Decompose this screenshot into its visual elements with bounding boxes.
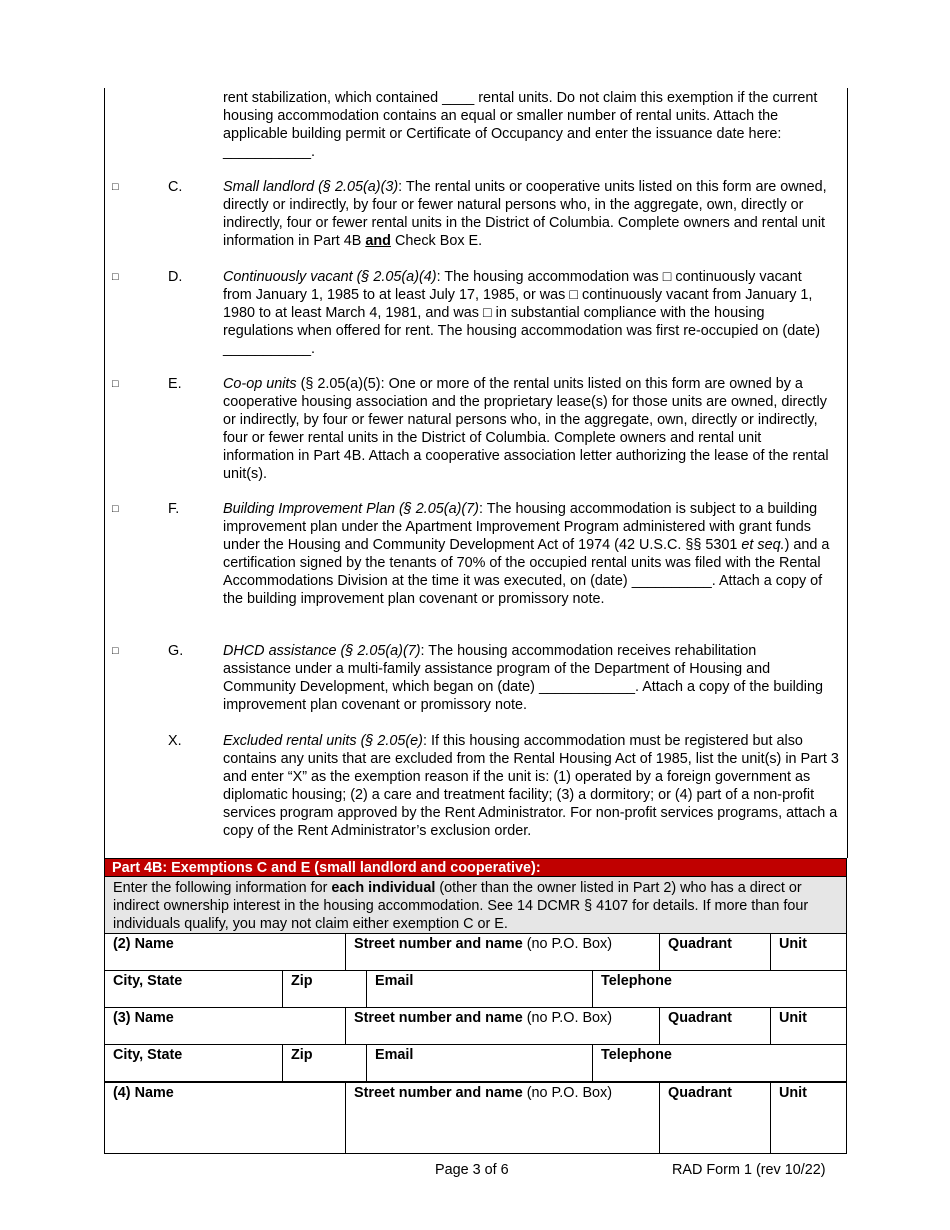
individual-3-row-b bbox=[105, 1045, 847, 1082]
individual-3-name-field[interactable]: (3) Name bbox=[105, 1008, 346, 1045]
exemption-b-continued-text: rent stabilization, which contained ____ rental units. Do not claim this exemption if the current housing accommodation contains an equal or smaller number of rental units. Attach the applicable building permit or Certificate of Occupancy and enter the issuance date here: ___________. bbox=[223, 90, 818, 160]
individual-2-city-field[interactable]: City, State bbox=[105, 971, 283, 1008]
exemption-g-checkbox[interactable]: □ bbox=[112, 645, 119, 657]
exemption-c-checkbox[interactable]: □ bbox=[112, 181, 119, 193]
exemption-d-checkbox[interactable]: □ bbox=[112, 271, 119, 283]
individual-2-row-b bbox=[105, 971, 847, 1008]
exemption-e-checkbox[interactable]: □ bbox=[112, 378, 119, 390]
exemption-x-text: Excluded rental units (§ 2.05(e): If this housing accommodation must be registered but also contains any units that are excluded from the Rental Housing Act of 1985, list the unit(s) in Part 3 and enter “X” as the exemption reason if the unit is: (1) operated by a foreign government as diplomatic housing; (2) a care and treatment facility; (3) a dormitory; or (4) part of a non-profit services program approved by the Rent Administrator. For non-profit services programs, attach a copy of the Rent Administrator’s exclusion order. bbox=[223, 733, 839, 839]
exemption-e-text: Co-op units (§ 2.05(a)(5): One or more of the rental units listed on this form are owned by a cooperative housing association and the proprietary lease(s) for those units are owned, directly or indirectly, by four or fewer natural persons who, in the aggregate, own, directly or indirectly, four or fewer rental units in the District of Columbia. Complete owners and rental unit information in Part 4B. Attach a cooperative association letter authorizing the lease of the rental unit(s). bbox=[223, 376, 829, 482]
individual-4-row-a bbox=[105, 1082, 847, 1154]
individual-4-quadrant-field[interactable]: Quadrant bbox=[660, 1082, 771, 1154]
part-4b-heading: Part 4B: Exemptions C and E (small landlord and cooperative): bbox=[104, 858, 847, 877]
exemption-f-checkbox[interactable]: □ bbox=[112, 503, 119, 515]
individual-3-street-field[interactable]: Street number and name (no P.O. Box) bbox=[346, 1008, 660, 1045]
individual-3-unit-field[interactable]: Unit bbox=[771, 1008, 847, 1045]
individual-2-zip-field[interactable]: Zip bbox=[283, 971, 367, 1008]
individual-4-name-field[interactable]: (4) Name bbox=[105, 1082, 346, 1154]
exemption-g-text: DHCD assistance (§ 2.05(a)(7): The housing accommodation receives rehabilitation assistance under a multi-family assistance program of the Department of Housing and Community Development, which began on (date) ____________. Attach a copy of the building improvement plan covenant or promissory note. bbox=[223, 643, 824, 713]
exemption-c-letter: C. bbox=[168, 179, 183, 195]
individual-3-email-field[interactable]: Email bbox=[367, 1045, 593, 1082]
exemption-d-letter: D. bbox=[168, 269, 183, 285]
individual-3-quadrant-field[interactable]: Quadrant bbox=[660, 1008, 771, 1045]
individual-3-zip-field[interactable]: Zip bbox=[283, 1045, 367, 1082]
individual-3-row-a bbox=[105, 1008, 847, 1045]
part-4b-description: Enter the following information for each individual (other than the owner listed in Part 2) who has a direct or indirect ownership interest in the housing accommodation. See 14 DCMR § 4107 for details. If more than four individuals qualify, you may not claim either exemption C or E. bbox=[104, 877, 847, 933]
individual-4-street-field[interactable]: Street number and name (no P.O. Box) bbox=[346, 1082, 660, 1154]
individual-3-city-field[interactable]: City, State bbox=[105, 1045, 283, 1082]
page-number: Page 3 of 6 bbox=[435, 1162, 509, 1178]
individual-2-unit-field[interactable]: Unit bbox=[771, 934, 847, 971]
individual-3-telephone-field[interactable]: Telephone bbox=[593, 1045, 847, 1082]
individual-2-email-field[interactable]: Email bbox=[367, 971, 593, 1008]
individual-2-telephone-field[interactable]: Telephone bbox=[593, 971, 847, 1008]
individual-2-name-field[interactable]: (2) Name bbox=[105, 934, 346, 971]
exemption-f-text: Building Improvement Plan (§ 2.05(a)(7): The housing accommodation is subject to a building improvement plan under the Apartment Improvement Program administered with grant funds under the Housing and Community Development Act of 1974 (42 U.S.C. §§ 5301 et seq.) and a certification signed by the tenants of 70% of the occupied rental units was filed with the Rental Accommodations Division at the time it was executed, on (date) __________. Attach a copy of the building improvement plan covenant or promissory note. bbox=[223, 501, 830, 607]
exemption-g-letter: G. bbox=[168, 643, 184, 659]
individuals-table bbox=[104, 933, 847, 1154]
exemption-d-text: Continuously vacant (§ 2.05(a)(4): The housing accommodation was □ continuously vacant from January 1, 1985 to at least July 17, 1985, or was □ continuously vacant from January 1, 1980 to at least March 4, 1981, and was □ in substantial compliance with the housing regulations when offered for rent. The housing accommodation was first re-occupied on (date) ___________. bbox=[223, 269, 821, 357]
individual-2-quadrant-field[interactable]: Quadrant bbox=[660, 934, 771, 971]
exemption-x-letter: X. bbox=[168, 733, 182, 749]
exemption-f-letter: F. bbox=[168, 501, 180, 517]
exemption-c-text: Small landlord (§ 2.05(a)(3): The rental units or cooperative units listed on this form are owned, directly or indirectly, by four or fewer natural persons who, in the aggregate, own, directly or indirectly, four or fewer rental units in the District of Columbia. Complete owners and rental unit information in Part 4B and Check Box E. bbox=[223, 179, 827, 249]
individual-2-street-field[interactable]: Street number and name (no P.O. Box) bbox=[346, 934, 660, 971]
individual-4-unit-field[interactable]: Unit bbox=[771, 1082, 847, 1154]
exemption-e-letter: E. bbox=[168, 376, 182, 392]
individual-2-row-a bbox=[105, 934, 847, 971]
form-id: RAD Form 1 (rev 10/22) bbox=[672, 1162, 826, 1178]
